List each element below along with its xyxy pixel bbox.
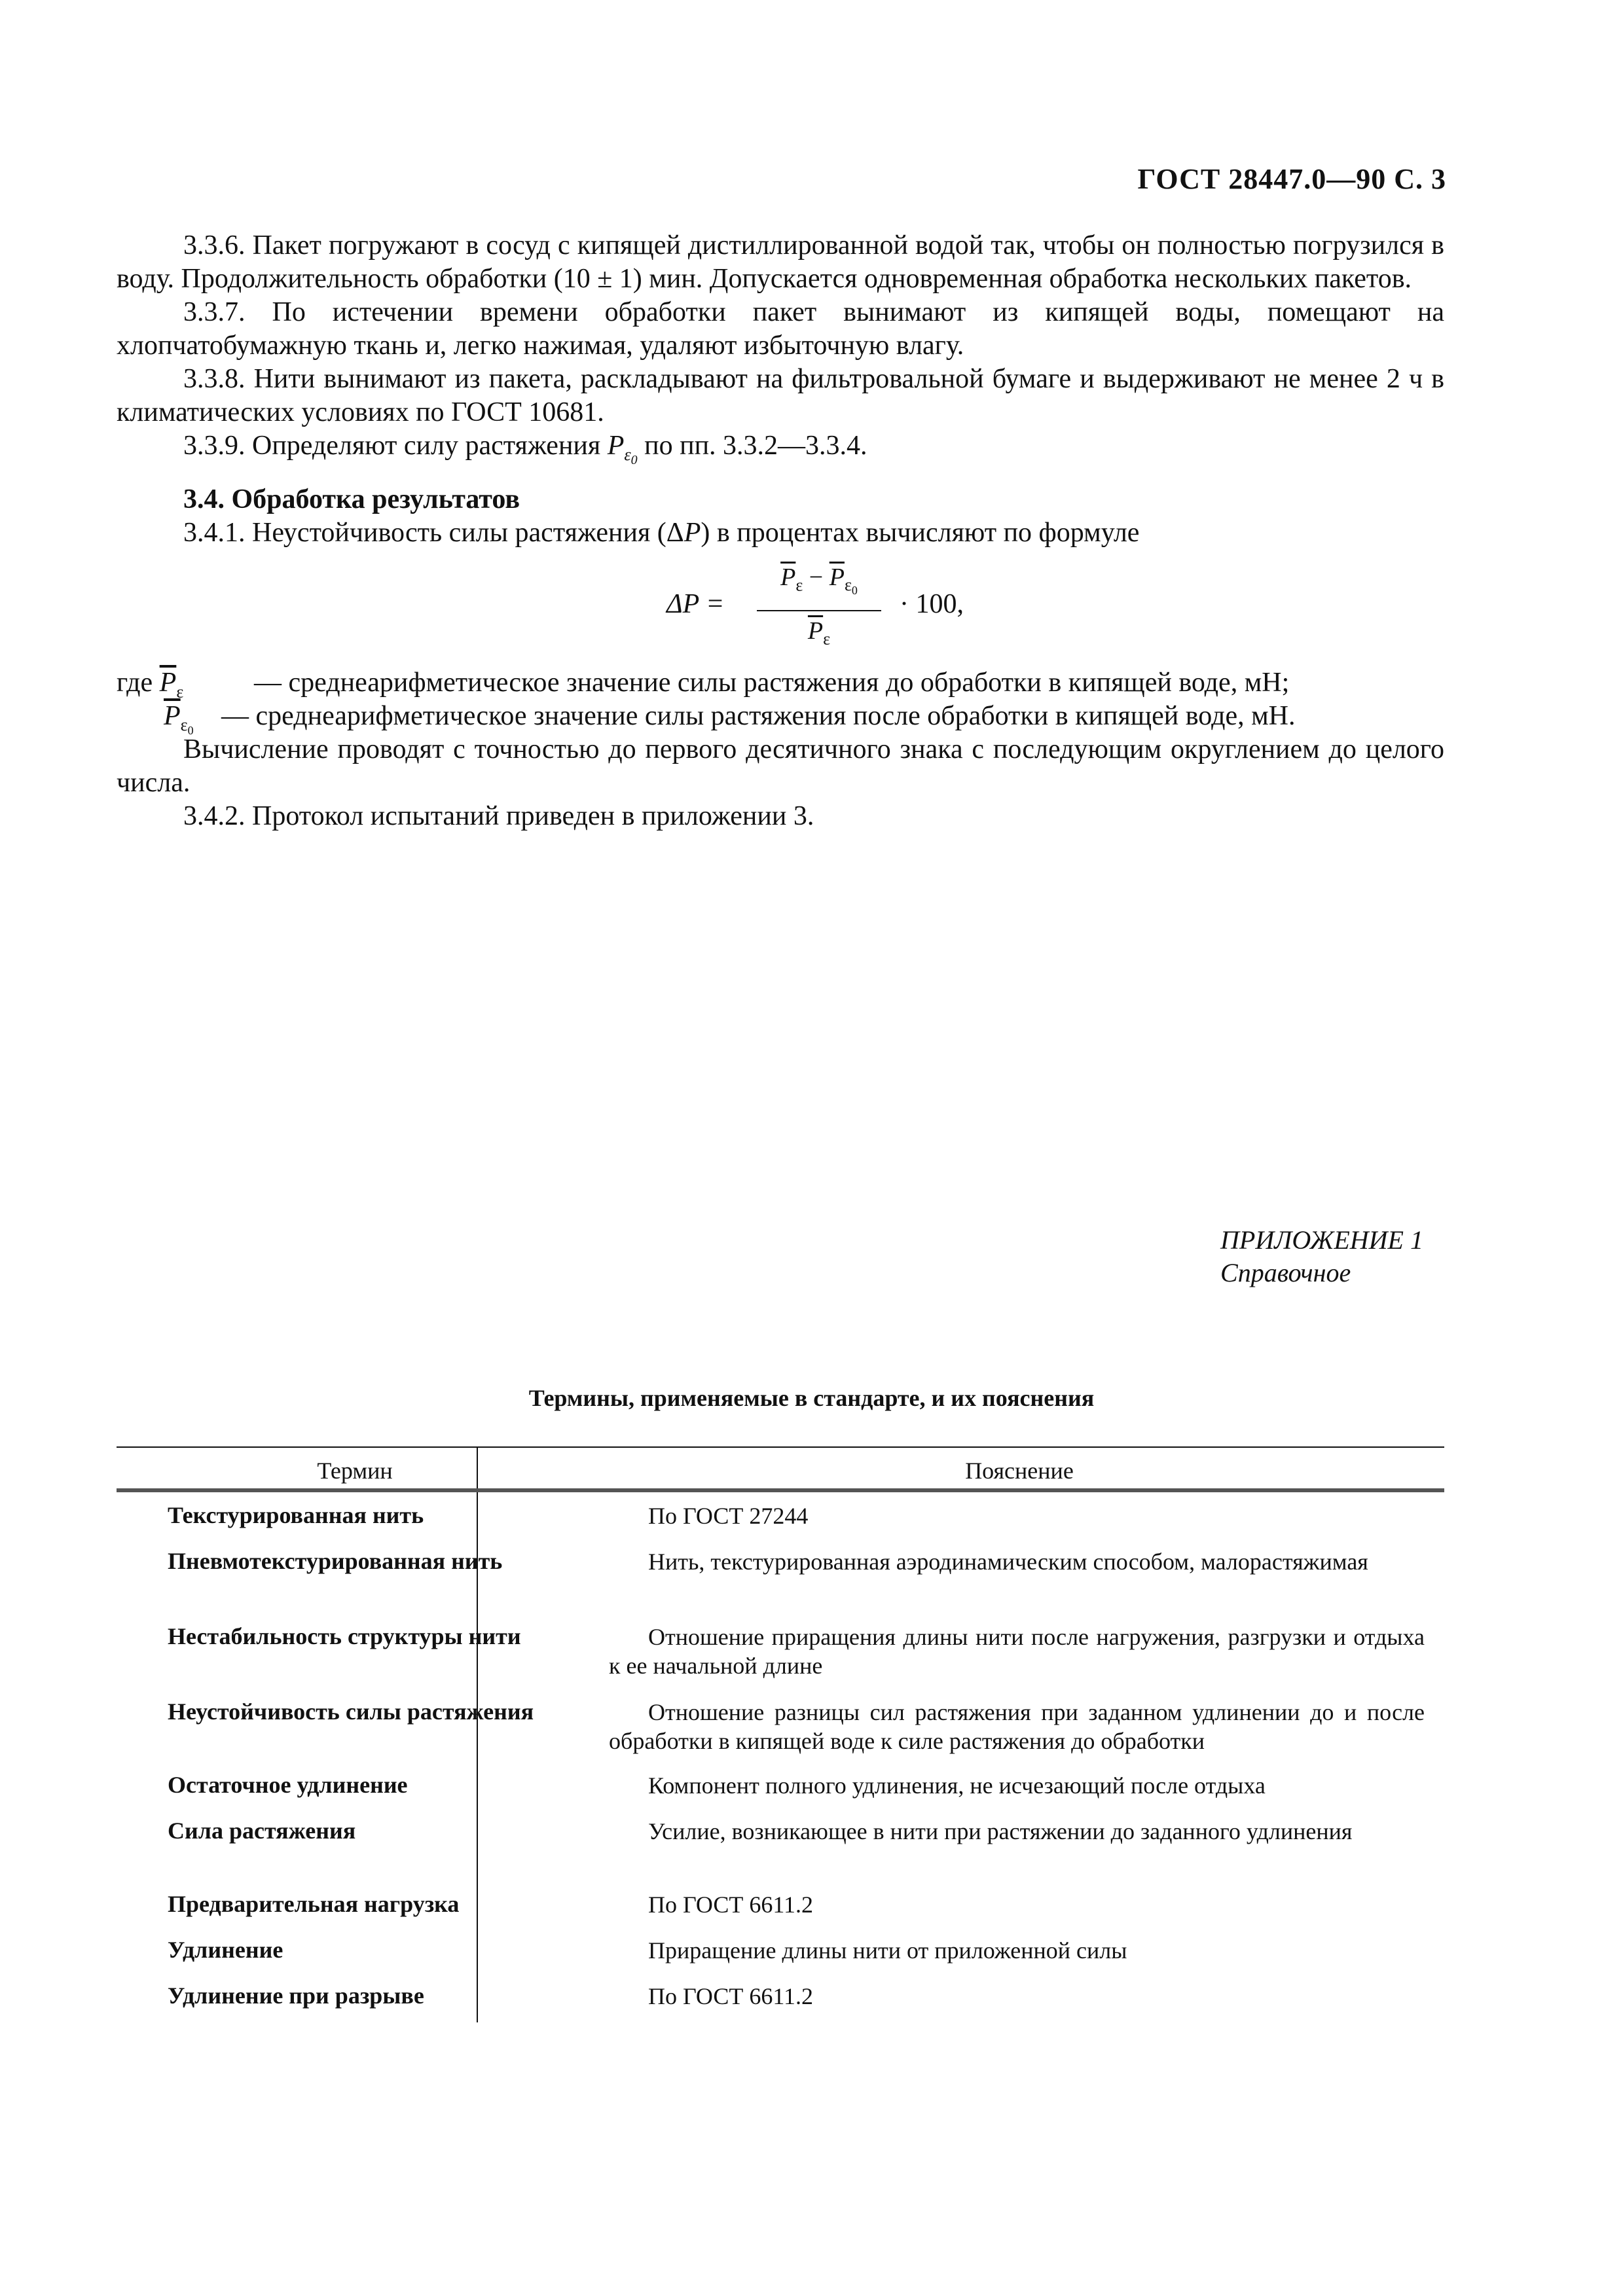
appendix-subtitle: Справочное bbox=[1220, 1258, 1351, 1287]
main-text bbox=[117, 229, 1444, 833]
explanation-cell: По ГОСТ 6611.2 bbox=[648, 1983, 814, 2009]
term-cell: Неустойчивость силы растяжения bbox=[168, 1698, 534, 1725]
definition-symbol-2: $\overline{P}_{\varepsilon_0}$ bbox=[164, 700, 194, 738]
paragraph-3-4-1-start: 3.4.1. Неустойчивость силы растяжения (Δ bbox=[183, 517, 684, 548]
paragraph-3-3-6: 3.3.6. Пакет погружают в сосуд с кипящей дистиллированной водой так, чтобы он полностью погрузился в воду. Продолжительность обработки (10 ± 1) мин. Допускается одновременная обработка нескольких пакетов. bbox=[117, 230, 1444, 294]
symbol-definitions bbox=[117, 666, 1444, 738]
explanation-cell: По ГОСТ 6611.2 bbox=[648, 1892, 814, 1918]
term-cell: Сила растяжения bbox=[168, 1818, 356, 1844]
symbol-p: P bbox=[684, 517, 701, 548]
explanation-cell: Усилие, возникающее в нити при растяжении до заданного удлинения bbox=[648, 1818, 1353, 1844]
paragraph-3-4-1-end: ) в процентах вычисляют по формуле bbox=[701, 517, 1140, 548]
table-row bbox=[117, 1538, 1444, 1613]
explanation-cell: По ГОСТ 27244 bbox=[648, 1503, 809, 1529]
term-cell: Предварительная нагрузка bbox=[168, 1891, 460, 1917]
appendix-title: ПРИЛОЖЕНИЕ 1 bbox=[1220, 1225, 1423, 1255]
definition-where: где $\overline{P}_\varepsilon$ bbox=[117, 667, 184, 701]
table-row bbox=[117, 1613, 1444, 1689]
calculation-note: Вычисление проводят с точностью до первого десятичного знака с последующим округлением до целого числа. bbox=[117, 734, 1444, 798]
table-title: Термины, применяемые в стандарте, и их пояснения bbox=[528, 1385, 1095, 1411]
formula-multiplier: · 100, bbox=[900, 588, 964, 619]
paragraph-3-4-2: 3.4.2. Протокол испытаний приведен в приложении 3. bbox=[183, 800, 814, 831]
paragraph-3-4-1 bbox=[117, 516, 1444, 550]
table-row bbox=[117, 1808, 1444, 1881]
formula-lhs: ΔP = bbox=[666, 588, 725, 619]
paragraph-3-3-9-start: 3.3.9. Определяют силу растяжения bbox=[183, 431, 608, 461]
table-row bbox=[117, 1492, 1444, 1538]
paragraph-3-3-7: 3.3.7. По истечении времени обработки пакет вынимают из кипящей воды, помещают на хлопчатобумажную ткань и, легко нажимая, удаляют избыточную влагу. bbox=[117, 297, 1444, 361]
term-cell: Удлинение bbox=[168, 1937, 283, 1963]
definition-row-p-eps bbox=[117, 666, 1444, 700]
explanation-cell: Отношение приращения длины нити после нагружения, разгрузки и отдыха к ее начальной длине bbox=[609, 1624, 1425, 1679]
definition-text-2: — среднеарифметическое значение силы растяжения после обработки в кипящей воде, мН. bbox=[221, 700, 1296, 731]
explanation-cell: Компонент полного удлинения, не исчезающий после отдыха bbox=[648, 1772, 1266, 1799]
term-cell: Остаточное удлинение bbox=[168, 1772, 408, 1798]
formula-denominator: $\overline{P}_\varepsilon$ bbox=[807, 617, 831, 649]
paragraph-3-3-8: 3.3.8. Нити вынимают из пакета, раскладывают на фильтровальной бумаге и выдерживают не менее 2 ч в климатических условиях по ГОСТ 10681. bbox=[117, 364, 1444, 427]
term-cell: Удлинение при разрыве bbox=[168, 1982, 424, 2009]
header-term: Термин bbox=[317, 1458, 393, 1484]
formula-numerator: $\overline{P}_\varepsilon - \overline{P}_{\varepsilon_0}$ bbox=[780, 563, 858, 598]
paragraph-3-3-9 bbox=[117, 429, 1444, 478]
term-cell: Пневмотекстурированная нить bbox=[168, 1548, 503, 1574]
table-row bbox=[117, 1762, 1444, 1808]
explanation-cell: Нить, текстурированная аэродинамическим способом, малорастяжимая bbox=[648, 1549, 1368, 1575]
definition-text-1: — среднеарифметическое значение силы растяжения до обработки в кипящей воде, мН; bbox=[254, 667, 1290, 698]
formula-fraction bbox=[750, 550, 888, 659]
table-row bbox=[117, 1973, 1444, 2018]
table-row bbox=[117, 1689, 1444, 1762]
header-explanation: Пояснение bbox=[965, 1458, 1074, 1484]
table-row bbox=[117, 1927, 1444, 1973]
appendix-label bbox=[1220, 1224, 1423, 1289]
symbol-p-eps0: $P_{\varepsilon_0}$ bbox=[607, 431, 638, 468]
paragraph-3-3-9-end: по пп. 3.3.2—3.3.4. bbox=[637, 431, 867, 461]
term-cell: Текстурированная нить bbox=[168, 1502, 424, 1528]
table-header bbox=[117, 1446, 1444, 1492]
page-header: ГОСТ 28447.0—90 С. 3 bbox=[1137, 163, 1446, 195]
table-row bbox=[117, 1881, 1444, 1927]
formula-delta-p bbox=[117, 550, 1444, 661]
explanation-cell: Отношение разницы сил растяжения при заданном удлинении до и после обработки в кипящей воде к силе растяжения до обработки bbox=[609, 1699, 1425, 1754]
terms-table bbox=[117, 1446, 1444, 2018]
explanation-cell: Приращение длины нити от приложенной силы bbox=[648, 1937, 1127, 1964]
definition-row-p-eps0 bbox=[117, 700, 1444, 738]
term-cell: Нестабильность структуры нити bbox=[168, 1623, 521, 1649]
section-heading-3-4: 3.4. Обработка результатов bbox=[183, 484, 520, 514]
